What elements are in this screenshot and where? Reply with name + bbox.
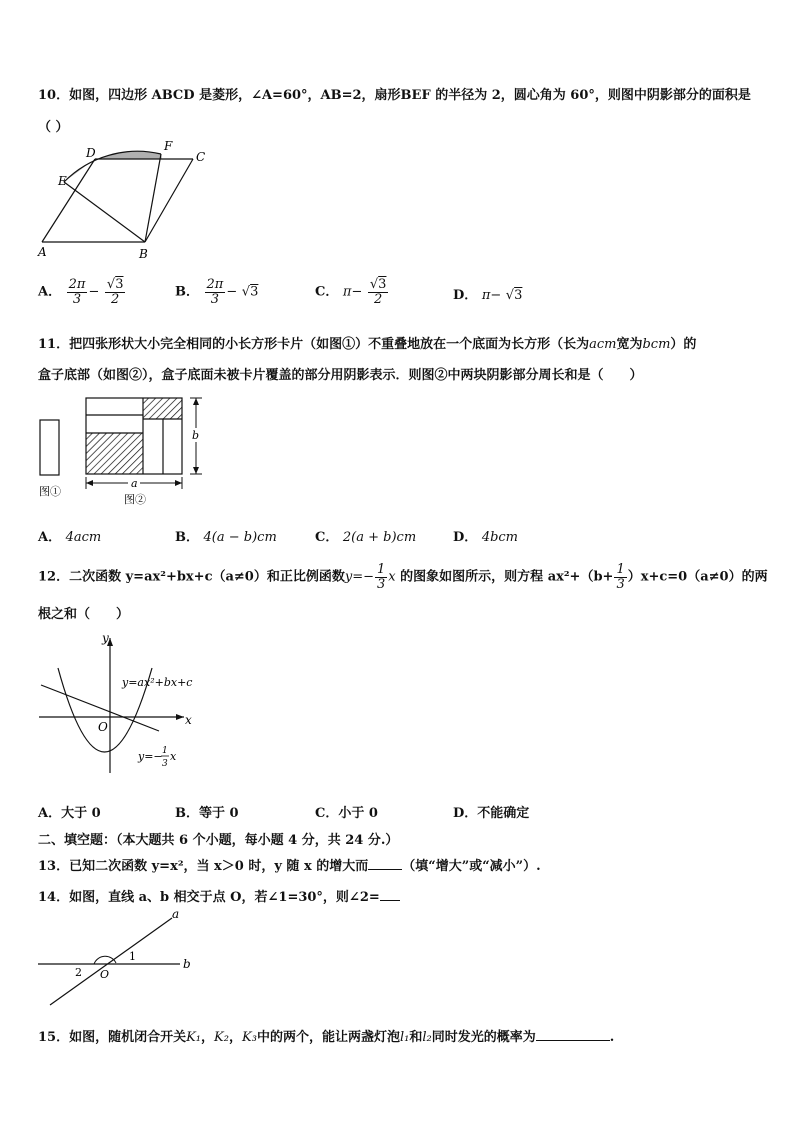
q12-axis-y: y [102,631,109,645]
q14-origin: O [100,968,110,981]
q13-answer-blank[interactable] [368,869,402,870]
q12-option-a[interactable]: A．大于 0 [38,806,101,821]
section-fill-in-title: 二、填空题：（本大题共 6 个小题，每小题 4 分，共 24 分.） [38,833,399,848]
q11-shaded-top-right [143,398,182,419]
q11-dim-b: b [192,429,200,442]
q12-line-frac-n: 1 [162,746,168,756]
q10-option-b[interactable]: B． $\frac{2\pi}{3}$ − √3 [175,277,259,307]
q14-label-b: b [183,957,191,971]
q10-stem: 10．如图，四边形 ABCD 是菱形，∠A=60°，AB=2，扇形BEF 的半径为 2，圆心角为 60°，则图中阴影部分的面积是 [38,88,751,103]
q12-option-d[interactable]: D．不能确定 [453,806,530,821]
q15-stem: 15．如图，随机闭合开关K₁，K₂，K₃中的两个，能让两盏灯泡l₁和l₂同时发光的概率为 . [38,1030,615,1045]
q10-option-c[interactable]: C． π− $\frac{√3}{2}$ [315,277,387,307]
q10-option-d[interactable]: D． π− √3 [453,288,523,303]
q11-option-d[interactable]: D． 4bcm [453,530,519,545]
q10-label-d: D [86,146,96,160]
q12-curve-label: y=ax²+bx+c [122,676,193,689]
q10-shaded-region [64,151,162,182]
q10-label-f: F [164,140,173,153]
q12-origin: O [98,720,108,734]
q14-figure [34,906,204,1010]
q11-option-c[interactable]: C． 2(a + b)cm [315,530,417,545]
q10-option-a[interactable]: A． $\frac{2\pi}{3}$ − $\frac{√3}{2}$ [38,277,124,307]
q12-option-b[interactable]: B．等于 0 [175,806,239,821]
q10-label-b: B [139,247,148,261]
q12-axis-x: x [185,713,192,727]
q11-card-figure1 [40,420,59,475]
q10-rhombus-figure [34,140,224,265]
q11-stem-line1: 11．把四张形状大小完全相同的小长方形卡片（如图①）不重叠地放在一个底面为长方形（长为acm宽为bcm）的 [38,337,697,352]
q11-shaded-bottom-left [86,433,143,474]
q12-stem-line1: 12．二次函数 y=ax²+bx+c（a≠0）和正比例函数y=− $\frac{1}{3}$ x 的图象如图所示，则方程 ax²+（b+ $\frac{1}{3}$ ）x+c=0（a≠0）的两 [38,562,768,592]
q11-dim-a: a [131,477,138,490]
q12-line-x: x [170,750,177,763]
q11-fig1-label: 图① [39,485,61,498]
q11-figures [34,392,214,510]
q14-answer-blank[interactable] [380,900,400,901]
q11-stem-line2: 盒子底部（如图②），盒子底面未被卡片覆盖的部分用阴影表示．则图②中两块阴影部分周长和是（ ） [38,368,643,383]
q10-label-c: C [196,150,206,164]
q12-graph [34,628,204,778]
q10-label-a: A [38,245,47,259]
q14-stem: 14．如图，直线 a、b 相交于点 O，若∠1=30°，则∠2= [38,886,400,905]
q14-label-a: a [172,907,180,921]
q13-stem: 13．已知二次函数 y=x²，当 x＞0 时，y 随 x 的增大而 （填“增大”或“减小”）. [38,859,541,874]
q14-angle-1: 1 [129,950,136,963]
q12-line-label: y=− [138,750,163,763]
q11-option-b[interactable]: B． 4(a − b)cm [175,530,277,545]
q11-fig2-label: 图② [124,493,146,506]
q15-answer-blank[interactable] [536,1040,610,1041]
q14-angle-2: 2 [75,966,82,979]
q12-line-frac-d: 3 [162,759,168,769]
q10-answer-paren: （ ） [38,120,69,135]
q10-label-e: E [58,174,67,188]
q12-stem-line2: 根之和（ ） [38,607,130,622]
q11-option-a[interactable]: A． 4acm [38,530,102,545]
q12-option-c[interactable]: C．小于 0 [315,806,378,821]
